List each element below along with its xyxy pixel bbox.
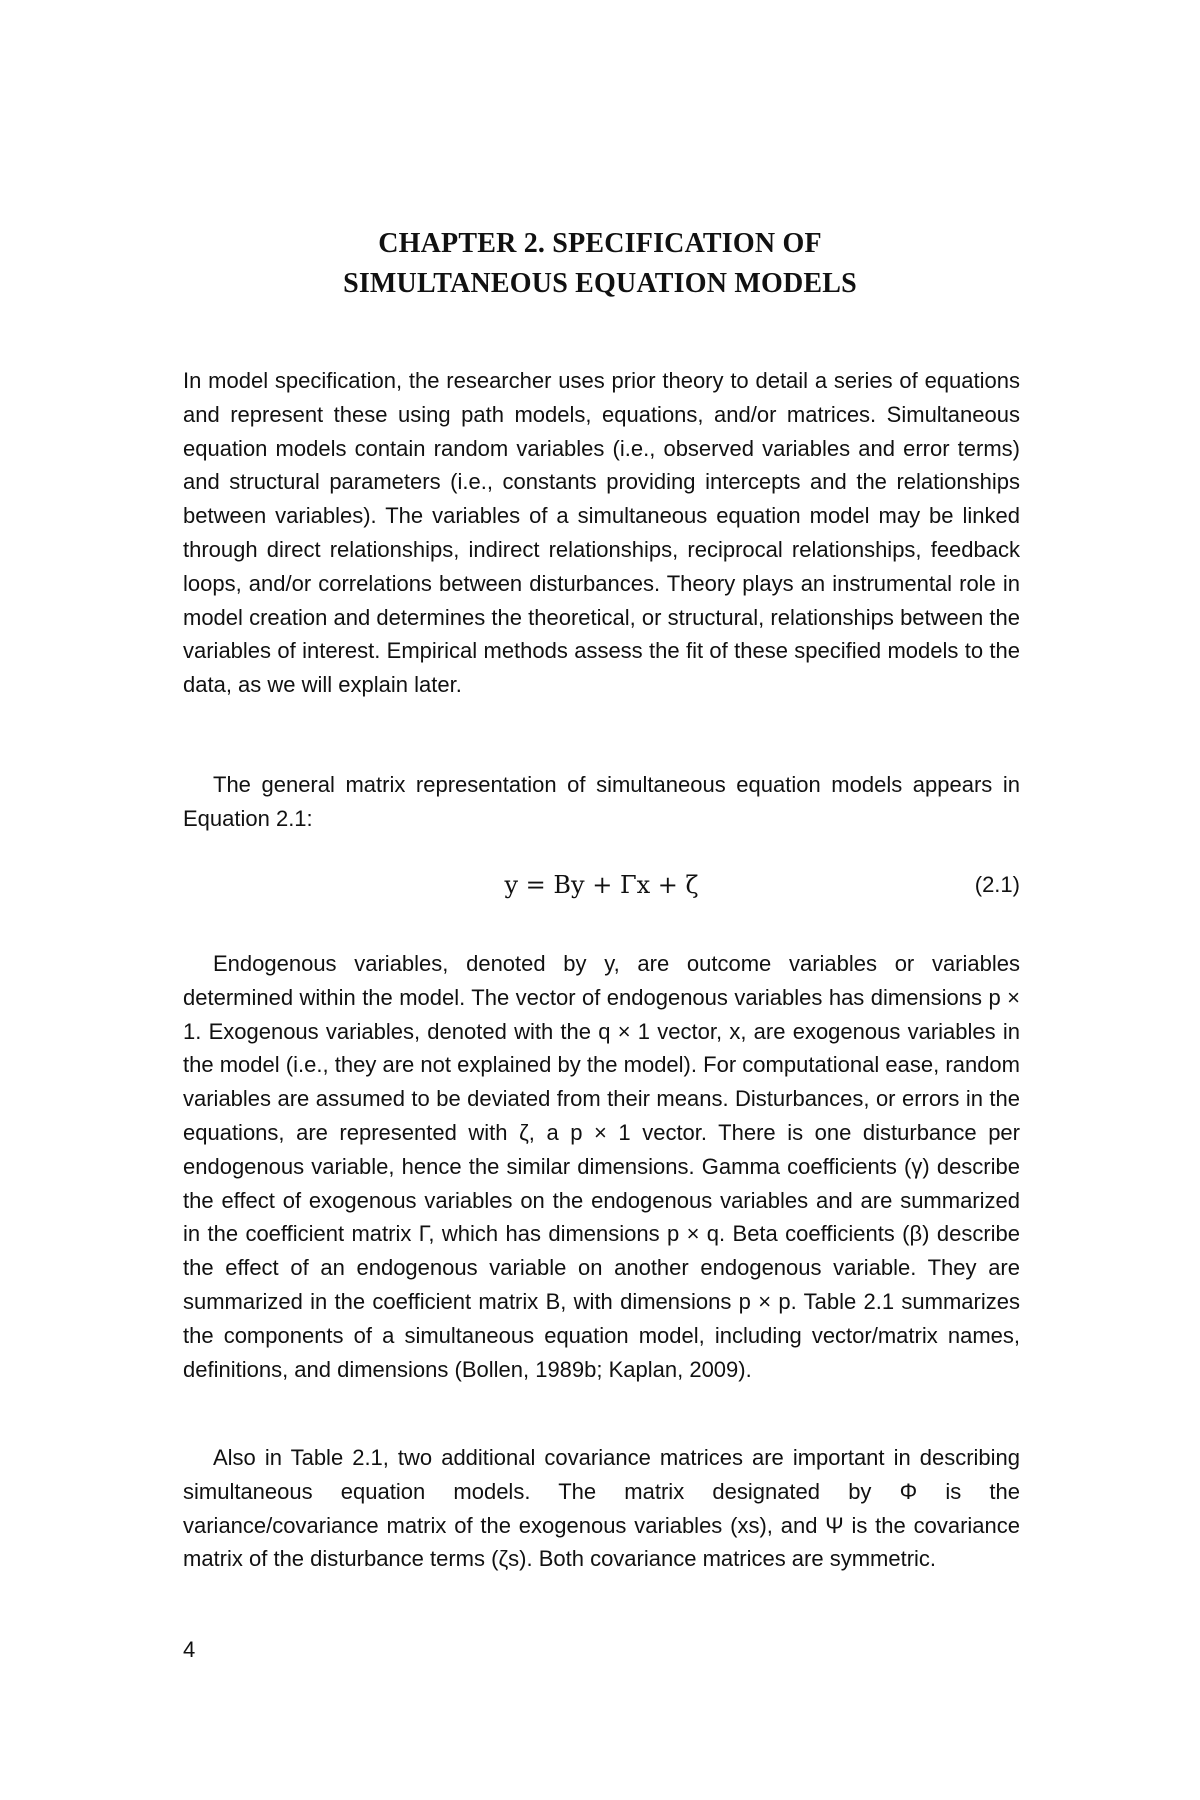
chapter-title-line-1: CHAPTER 2. SPECIFICATION OF	[378, 228, 822, 259]
chapter-title-line-2: SIMULTANEOUS EQUATION MODELS	[343, 268, 857, 299]
paragraph-covariance-matrices	[183, 1441, 1020, 1576]
page-number: 4	[183, 1637, 196, 1662]
paragraph-text: The general matrix representation of simultaneous equation models appears in Equation 2.1:	[183, 772, 1020, 831]
paragraph-model-specification	[183, 364, 1020, 702]
paragraph-text: Also in Table 2.1, two additional covariance matrices are important in describing simultaneous equation models. The matrix designated by Φ is the variance/covariance matrix of the exogenous variables (xs), and Ψ is the covariance matrix of the disturbance terms (ζs). Both covariance matrices are symmetric.	[183, 1445, 1020, 1572]
paragraph-text: In model specification, the researcher uses prior theory to detail a series of equations and represent these using path models, equations, and/or matrices. Simultaneous equation models contain random variables (i.e., observed variables and error terms) and structural parameters (i.e., constants providing intercepts and the relationships between variables). The variables of a simultaneous equation model may be linked through direct relationships, indirect relationships, reciprocal relationships, feedback loops, and/or correlations between disturbances. Theory plays an instrumental role in model creation and determines the theoretical, or structural, relationships between the variables of interest. Empirical methods assess the fit of these specified models to the data, as we will explain later.	[183, 368, 1020, 698]
chapter-title	[150, 224, 1050, 304]
paragraph-endogenous-variables	[183, 947, 1020, 1386]
equation-number: (2.1)	[974, 872, 1020, 897]
paragraph-matrix-representation	[183, 768, 1020, 836]
paragraph-text: Endogenous variables, denoted by y, are outcome variables or variables determined within the model. The vector of endogenous variables has dimensions p × 1. Exogenous variables, denoted with the q × 1 vector, x, are exogenous variables in the model (i.e., they are not explained by the model). For computational ease, random variables are assumed to be deviated from their means. Disturbances, or errors in the equations, are represented with ζ, a p × 1 vector. There is one disturbance per endogenous variable, hence the similar dimensions. Gamma coefficients (γ) describe the effect of exogenous variables on the endogenous variables and are summarized in the coefficient matrix Γ, which has dimensions p × q. Beta coefficients (β) describe the effect of an endogenous variable on another endogenous variable. They are summarized in the coefficient matrix B, with dimensions p × p. Table 2.1 summarizes the components of a simultaneous equation model, including vector/matrix names, definitions, and dimensions (Bollen, 1989b; Kaplan, 2009).	[183, 951, 1020, 1382]
equation-2-1	[183, 868, 1020, 902]
equation-expression: y = By + Γx + ζ	[504, 871, 699, 899]
